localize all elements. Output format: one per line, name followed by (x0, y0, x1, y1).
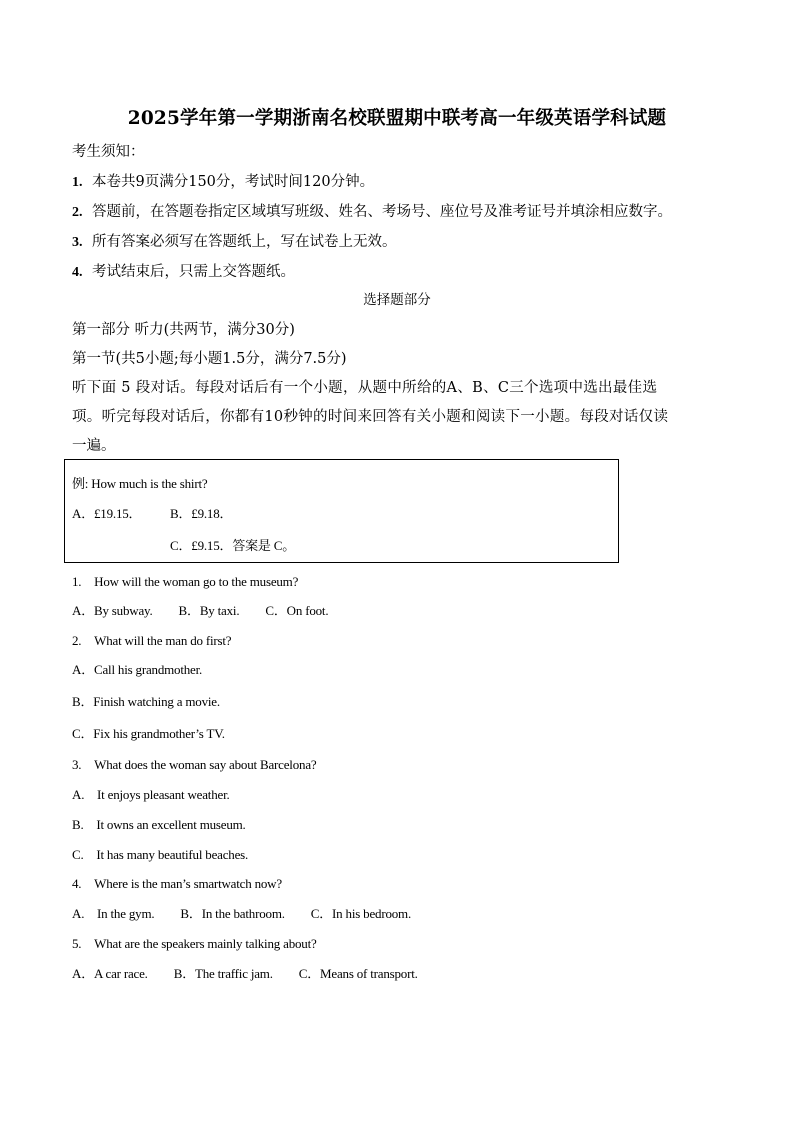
notice-item (72, 230, 397, 251)
option-b: B．By taxi. (178, 603, 240, 618)
option-c: C．Means of transport. (298, 966, 418, 981)
notice-item-number: 2. (72, 205, 83, 220)
option-c: C. It has many beautiful beaches. (72, 847, 249, 862)
example-question: 例: How much is the shirt? (72, 476, 208, 491)
example-option-c: C．£9.15．答案是 C。 (170, 538, 296, 553)
instructions-line: 一遍。 (72, 438, 116, 454)
option-b: B．The traffic jam. (173, 966, 273, 981)
part-heading: 第一部分 听力(共两节，满分30分) (72, 322, 295, 338)
notice-item-text: 考试结束后，只需上交答题纸。 (92, 264, 295, 280)
example-option-a: A．£19.15． (72, 506, 142, 521)
option-c: C．Fix his grandmother’s TV. (72, 726, 225, 741)
option-b: B．In the bathroom. (180, 906, 285, 921)
option-a: A．A car race. (72, 966, 148, 981)
notice-item-text: 答题前，在答题卷指定区域填写班级、姓名、考场号、座位号及准考证号并填涂相应数字。 (92, 204, 672, 220)
question-text: 4. Where is the man’s smartwatch now? (72, 876, 282, 891)
section-subheading: 第一节(共5小题;每小题1.5分，满分7.5分) (72, 351, 347, 367)
exam-title: 2025学年第一学期浙南名校联盟期中联考高一年级英语学科试题 (127, 108, 667, 129)
question-text: 3. What does the woman say about Barcelona? (72, 757, 317, 772)
notice-item-text: 本卷共9页满分150分，考试时间120分钟。 (92, 174, 375, 190)
option-b: B. It owns an excellent museum. (72, 817, 246, 832)
question-options (72, 963, 418, 982)
option-a: A. In the gym. (72, 906, 155, 921)
example-option-b: B．£9.18． (170, 506, 233, 521)
option-a: A. It enjoys pleasant weather. (72, 787, 230, 802)
section-heading: 选择题部分 (363, 292, 431, 308)
option-b: B．Finish watching a movie. (72, 694, 220, 709)
notice-heading: 考生须知： (72, 144, 145, 160)
notice-item (72, 170, 374, 191)
option-c: C．On foot. (265, 603, 329, 618)
question-text: 1. How will the woman go to the museum? (72, 574, 299, 589)
notice-item-number: 4. (72, 265, 83, 280)
question-options (72, 600, 328, 619)
question-text: 2. What will the man do first? (72, 633, 232, 648)
question-text: 5. What are the speakers mainly talking about? (72, 936, 317, 951)
option-a: A．By subway. (72, 603, 153, 618)
instructions-line: 听下面 5 段对话。每段对话后有一个小题，从题中所给的A、B、C三个选项中选出最佳选 (72, 380, 658, 396)
notice-item (72, 260, 295, 281)
option-c: C．In his bedroom. (310, 906, 412, 921)
question-options (72, 903, 411, 922)
notice-item-number: 3. (72, 235, 83, 250)
notice-item-number: 1. (72, 175, 83, 190)
instructions-line: 项。听完每段对话后，你都有10秒钟的时间来回答有关小题和阅读下一小题。每段对话仅读 (72, 409, 669, 425)
notice-item (72, 200, 672, 221)
notice-item-text: 所有答案必须写在答题纸上，写在试卷上无效。 (92, 234, 397, 250)
option-a: A．Call his grandmother. (72, 662, 203, 677)
